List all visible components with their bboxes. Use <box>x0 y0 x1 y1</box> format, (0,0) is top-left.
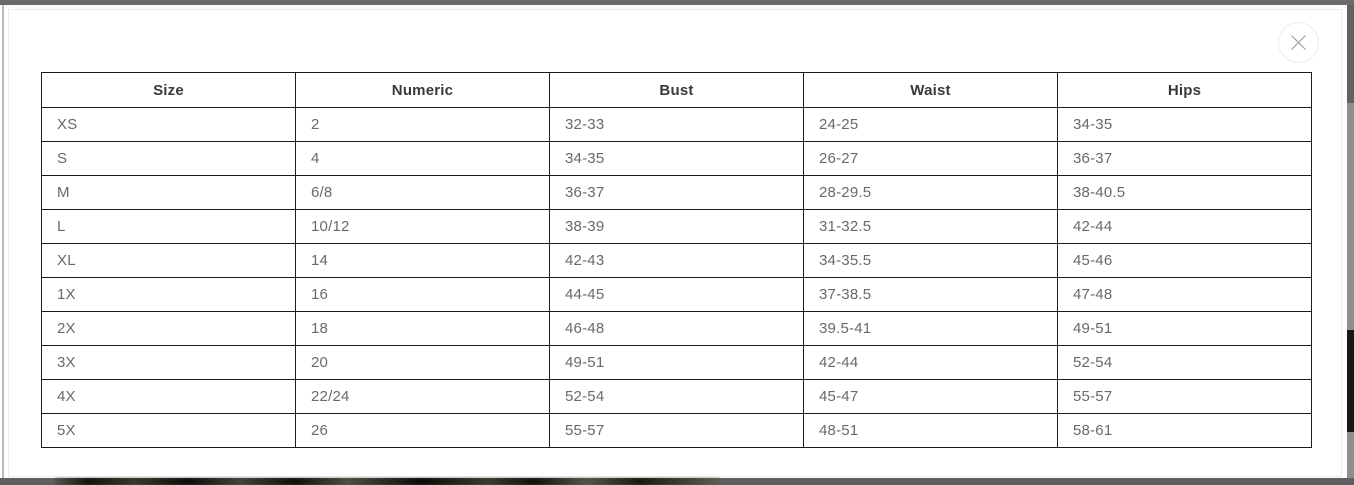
table-cell: 32-33 <box>550 108 804 142</box>
table-cell: 31-32.5 <box>804 210 1058 244</box>
table-cell: 4X <box>42 380 296 414</box>
table-cell: 42-44 <box>1058 210 1312 244</box>
scrollbar-track[interactable] <box>1347 5 1354 478</box>
table-row <box>42 142 1312 176</box>
table-cell: 14 <box>296 244 550 278</box>
table-cell: 24-25 <box>804 108 1058 142</box>
table-cell: 26-27 <box>804 142 1058 176</box>
table-cell: 26 <box>296 414 550 448</box>
table-cell: 55-57 <box>1058 380 1312 414</box>
table-cell: 52-54 <box>1058 346 1312 380</box>
table-cell: 2X <box>42 312 296 346</box>
window-top-edge <box>0 0 1354 5</box>
table-cell: 1X <box>42 278 296 312</box>
column-header-numeric: Numeric <box>296 73 550 108</box>
table-cell: 39.5-41 <box>804 312 1058 346</box>
table-cell: 49-51 <box>550 346 804 380</box>
table-row <box>42 380 1312 414</box>
size-chart-table <box>41 72 1312 448</box>
table-row <box>42 108 1312 142</box>
table-cell: 22/24 <box>296 380 550 414</box>
table-cell: 10/12 <box>296 210 550 244</box>
column-header-bust: Bust <box>550 73 804 108</box>
table-row <box>42 244 1312 278</box>
table-cell: 5X <box>42 414 296 448</box>
table-cell: 45-47 <box>804 380 1058 414</box>
table-cell: L <box>42 210 296 244</box>
table-cell: 20 <box>296 346 550 380</box>
header-row <box>42 73 1312 108</box>
table-row <box>42 312 1312 346</box>
table-cell: 36-37 <box>1058 142 1312 176</box>
table-cell: 49-51 <box>1058 312 1312 346</box>
table-cell: 34-35 <box>1058 108 1312 142</box>
table-cell: 3X <box>42 346 296 380</box>
size-chart-modal <box>8 9 1342 477</box>
column-header-waist: Waist <box>804 73 1058 108</box>
table-cell: S <box>42 142 296 176</box>
table-cell: XS <box>42 108 296 142</box>
table-cell: 16 <box>296 278 550 312</box>
table-cell: 55-57 <box>550 414 804 448</box>
close-icon <box>1289 33 1308 52</box>
table-cell: 42-44 <box>804 346 1058 380</box>
table-cell: 44-45 <box>550 278 804 312</box>
table-cell: XL <box>42 244 296 278</box>
table-cell: 38-40.5 <box>1058 176 1312 210</box>
table-cell: 52-54 <box>550 380 804 414</box>
table-cell: 37-38.5 <box>804 278 1058 312</box>
table-cell: 47-48 <box>1058 278 1312 312</box>
table-cell: 4 <box>296 142 550 176</box>
table-cell: 18 <box>296 312 550 346</box>
table-cell: 45-46 <box>1058 244 1312 278</box>
close-button[interactable] <box>1278 22 1319 63</box>
table-row <box>42 346 1312 380</box>
table-cell: 42-43 <box>550 244 804 278</box>
scrollbar-thumb[interactable] <box>1347 330 1354 432</box>
window-left-edge <box>2 5 4 478</box>
table-cell: 6/8 <box>296 176 550 210</box>
table-cell: M <box>42 176 296 210</box>
table-row <box>42 210 1312 244</box>
table-cell: 36-37 <box>550 176 804 210</box>
table-cell: 38-39 <box>550 210 804 244</box>
table-row <box>42 176 1312 210</box>
table-row <box>42 414 1312 448</box>
table-cell: 48-51 <box>804 414 1058 448</box>
table-cell: 46-48 <box>550 312 804 346</box>
background-page-content <box>55 478 720 485</box>
table-cell: 2 <box>296 108 550 142</box>
table-row <box>42 278 1312 312</box>
scrollbar-top-segment <box>1347 5 1354 103</box>
table-cell: 34-35.5 <box>804 244 1058 278</box>
table-cell: 28-29.5 <box>804 176 1058 210</box>
column-header-size: Size <box>42 73 296 108</box>
table-cell: 34-35 <box>550 142 804 176</box>
column-header-hips: Hips <box>1058 73 1312 108</box>
table-cell: 58-61 <box>1058 414 1312 448</box>
